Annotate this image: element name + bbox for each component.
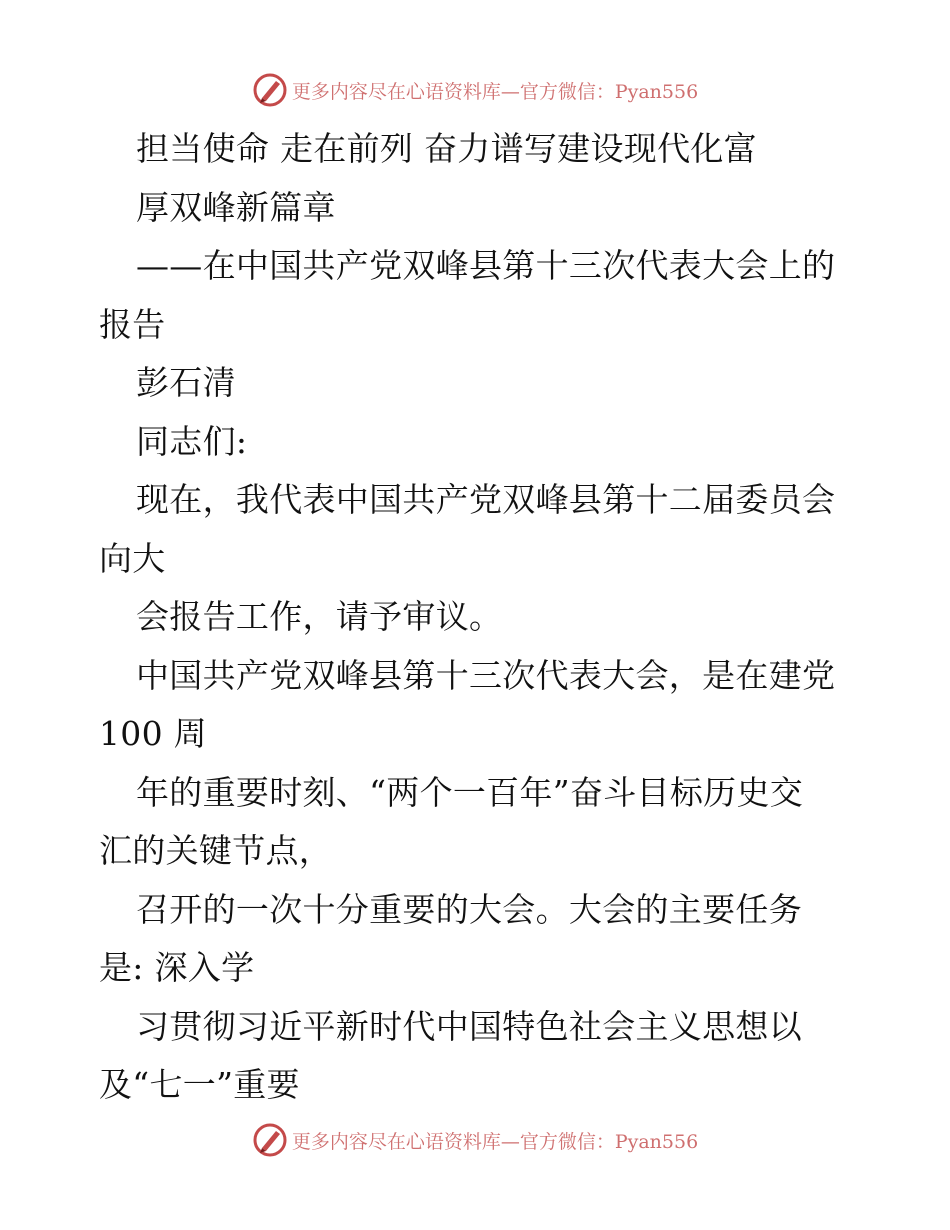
paragraph-line: 是: 深入学 [99,948,255,987]
paragraph-line: 及“七一”重要 [99,1065,300,1104]
paragraph-line: 汇的关键节点， [99,831,333,870]
subtitle-line-2: 报告 [99,304,166,344]
paragraph-line: 年的重要时刻、“两个一百年”奋斗目标历史交 [136,772,804,812]
document-body [99,120,859,1115]
watermark-text: 更多内容尽在心语资料库—官方微信：Pyan556 [291,1130,699,1153]
watermark-text: 更多内容尽在心语资料库—官方微信：Pyan556 [291,80,699,103]
title-line-2: 厚双峰新篇章 [136,187,336,227]
paragraph-line: 习贯彻习近平新时代中国特色社会主义思想以 [136,1006,802,1046]
paragraph-line: 现在，我代表中国共产党双峰县第十二届委员会 [136,480,836,519]
author-line: 彭石清 [136,363,236,402]
paragraph-line: 向大 [99,538,166,578]
paragraph-line: 召开的一次十分重要的大会。大会的主要任务 [136,889,802,929]
footer-watermark [0,1120,950,1160]
pen-logo-icon [252,1122,288,1158]
salutation-line: 同志们: [136,421,248,461]
paragraph-line: 会报告工作，请予审议。 [136,597,503,636]
paragraph-line: 100 周 [99,714,207,753]
header-watermark [0,70,950,110]
title-line-1: 担当使命 走在前列 奋力谱写建设现代化富 [136,129,757,168]
pen-logo-icon [252,72,288,108]
subtitle-line-1: ——在中国共产党双峰县第十三次代表大会上的 [136,246,836,285]
paragraph-line: 中国共产党双峰县第十三次代表大会，是在建党 [136,655,836,695]
